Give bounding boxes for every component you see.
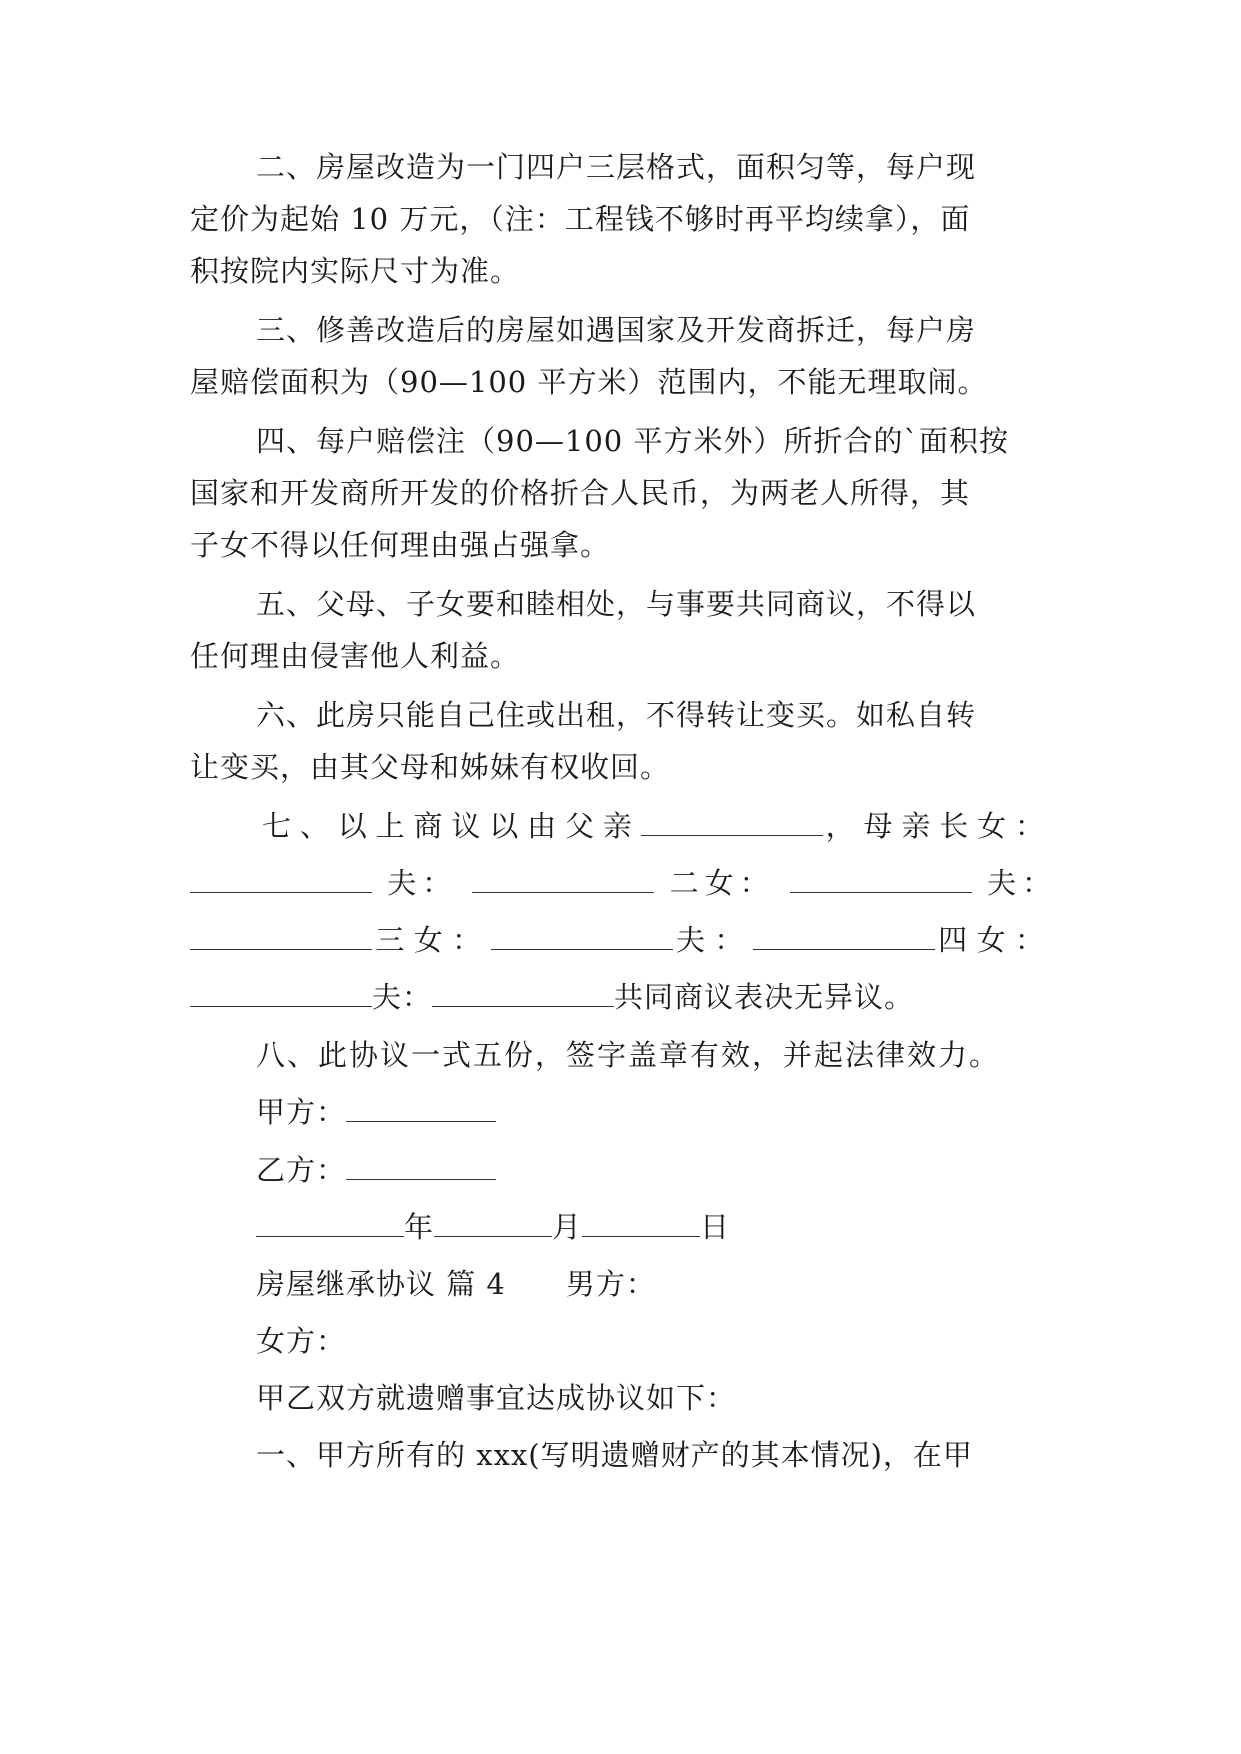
paragraph-line: 四、每户赔偿注（90—100 平方米外）所折合的`面积按 [256,424,1009,458]
date-line [256,1207,1116,1247]
signature-blank[interactable] [432,982,614,1007]
clause-text: 夫： [372,980,433,1014]
party-b-line [256,1150,1116,1190]
clause-text: 共同商议表决无异议。 [614,980,915,1014]
section-title: 房屋继承协议 篇 4 [256,1267,506,1301]
signature-blank[interactable] [491,925,673,950]
clause-7-line-2 [190,863,1058,903]
clause-text: 三女： [372,923,491,957]
month-blank[interactable] [434,1212,552,1237]
paragraph-line: 五、父母、子女要和睦相处，与事要共同商议，不得以 [256,587,977,621]
signature-blank[interactable] [190,925,372,950]
day-label: 日 [700,1210,731,1244]
clause-7-line-1 [262,806,1050,846]
clause-text: 二女： [669,866,775,900]
party-a-line [256,1092,1116,1132]
paragraph-line: 国家和开发商所开发的价格折合人民币，为两老人所得，其 [190,476,971,510]
month-label: 月 [552,1210,583,1244]
woman-label: 女方： [256,1324,347,1358]
signature-blank[interactable] [753,925,935,950]
paragraph-line: 二、房屋改造为一门四户三层格式，面积匀等，每户现 [256,150,977,184]
year-label: 年 [404,1210,435,1244]
clause-text: 夫： [987,866,1058,900]
paragraph-line: 三、修善改造后的房屋如遇国家及开发商拆迁，每户房 [256,313,977,347]
signature-blank[interactable] [641,811,823,836]
clause-7-line-4 [190,977,1050,1017]
item-1-line: 一、甲方所有的 xxx(写明遗赠财产的其本情况)，在甲 [256,1438,973,1472]
party-b-label: 乙方： [256,1153,347,1187]
signature-blank[interactable] [790,868,972,893]
paragraph-line: 子女不得以任何理由强占强拿。 [190,528,611,562]
clause-text: 七、以上商议以由父亲 [262,809,641,843]
signature-blank[interactable] [472,868,654,893]
paragraph-line: 屋赔偿面积为（90—100 平方米）范围内，不能无理取闹。 [190,365,988,399]
clause-text: 夫： [387,866,458,900]
party-a-label: 甲方： [256,1095,347,1129]
paragraph-line: 积按院内实际尺寸为准。 [190,254,521,288]
intro-line: 甲乙双方就遗赠事宜达成协议如下： [256,1381,737,1415]
paragraph-line: 定价为起始 10 万元，（注：工程钱不够时再平均续拿），面 [190,202,971,236]
man-label: 男方： [565,1267,656,1301]
party-a-blank[interactable] [346,1097,496,1122]
party-b-blank[interactable] [346,1155,496,1180]
signature-blank[interactable] [190,982,372,1007]
paragraph-line: 让变买，由其父母和姊妹有权收回。 [190,750,671,784]
clause-text: 四女： [934,923,1050,957]
paragraph-line: 六、此房只能自己住或出租，不得转让变买。如私自转 [256,698,977,732]
paragraph-line: 任何理由侵害他人利益。 [190,639,521,673]
clause-8: 八、此协议一式五份，签字盖章有效，并起法律效力。 [256,1038,1001,1072]
day-blank[interactable] [582,1212,700,1237]
signature-blank[interactable] [190,868,372,893]
year-blank[interactable] [256,1212,404,1237]
clause-7-line-3 [190,920,1050,960]
section-heading-line [256,1264,1116,1304]
clause-text: 夫： [672,923,753,957]
clause-text: ，母亲长女： [822,809,1050,843]
